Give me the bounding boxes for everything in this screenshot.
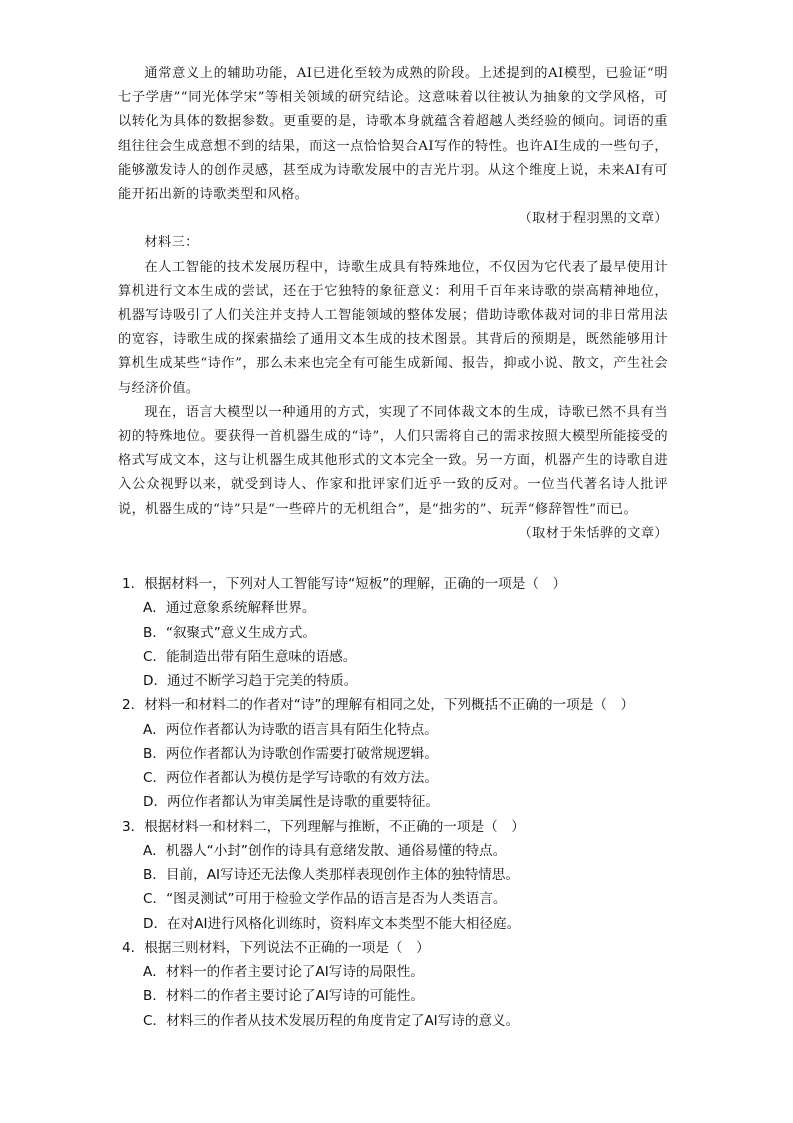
option-a: A．两位作者都认为诗歌的语言具有陌生化特点。 bbox=[143, 721, 438, 738]
option-b: B．“叙聚式”意义生成方式。 bbox=[143, 624, 316, 641]
question-2 bbox=[122, 693, 677, 814]
option-a: A．材料一的作者主要讨论了AI写诗的局限性。 bbox=[143, 964, 424, 980]
question-1 bbox=[122, 572, 677, 693]
option-c: C．两位作者都认为模仿是学写诗歌的有效方法。 bbox=[143, 770, 438, 786]
material2-source: （取材于程羽黑的文章） bbox=[518, 211, 668, 227]
question-stem: 2．材料一和材料二的作者对“诗”的理解有相同之处，下列概括不正确的一项是（ ） bbox=[122, 697, 635, 714]
option-b: B．两位作者都认为诗歌创作需要打破常规逻辑。 bbox=[143, 745, 438, 762]
option-d: D．在对AI进行风格化训练时，资料库文本类型不能大相径庭。 bbox=[143, 915, 521, 932]
question-stem: 4．根据三则材料，下列说法不正确的一项是（ ） bbox=[122, 939, 430, 956]
option-a: A．通过意象系统解释世界。 bbox=[143, 600, 316, 617]
option-d: D．两位作者都认为审美属性是诗歌的重要特征。 bbox=[143, 794, 439, 811]
material3-paragraph-1: 在人工智能的技术发展历程中，诗歌生成具有特殊地位，不仅因为它代表了最早使用计算机进行文本生成的尝试，还在于它独特的象征意义：利用千百年来诗歌的崇高精神地位，机器写诗吸引了人们关注并支持人工智能领域的整体发展；借助诗歌体裁对词的非日常用法的宽容，诗歌生成的探索描绘了通用文本生成的技术图景。其背后的预期是，既然能够用计算机生成某些“诗作”，那么未来也完全有可能生成新闻、报告，抑或小说、散文，产生社会与经济价值。 bbox=[118, 259, 668, 396]
question-list bbox=[122, 572, 677, 1033]
material3-paragraph-2: 现在，语言大模型以一种通用的方式，实现了不同体裁文本的生成，诗歌已然不具有当初的特殊地位。要获得一首机器生成的“诗”，人们只需将自己的需求按照大模型所能接受的格式写成文本，这与让机器生成其他形式的文本完全一致。另一方面，机器产生的诗歌自进入公众视野以来，就受到诗人、作家和批评家们近乎一致的反对。一位当代著名诗人批评说，机器生成的“诗”只是“一些碎片的无机组合”，是“拙劣的”、玩弄“修辞智性”而已。 bbox=[118, 404, 668, 517]
question-4 bbox=[122, 936, 677, 1033]
option-c: C．“图灵测试”可用于检验文学作品的语言是否为人类语言。 bbox=[143, 891, 507, 908]
option-c: C．材料三的作者从技术发展历程的角度肯定了AI写诗的意义。 bbox=[143, 1012, 520, 1029]
option-b: B．目前，AI写诗还无法像人类那样表现创作主体的独特情思。 bbox=[143, 867, 520, 883]
question-3 bbox=[122, 815, 677, 936]
material2-continuation-paragraph: 通常意义上的辅助功能，AI已进化至较为成熟的阶段。上述提到的AI模型，已验证“明七子学唐”“同光体学宋”等相关领域的研究结论。这意味着以往被认为抽象的文学风格，可以转化为具体的数据参数。更重要的是，诗歌本身就蕴含着超越人类经验的倾向。词语的重组往往会生成意想不到的结果，而这一点恰恰契合AI写作的特性。也许AI生成的一些句子，能够激发诗人的创作灵感，甚至成为诗歌发展中的吉光片羽。从这个维度上说，未来AI有可能开拓出新的诗歌类型和风格。 bbox=[118, 66, 668, 203]
reading-passage bbox=[118, 62, 668, 546]
material3-source: （取材于朱恬骅的文章） bbox=[518, 525, 668, 541]
question-stem: 3．根据材料一和材料二，下列理解与推断，不正确的一项是（ ） bbox=[122, 818, 525, 835]
option-b: B．材料二的作者主要讨论了AI写诗的可能性。 bbox=[143, 988, 424, 1005]
material3-heading: 材料三： bbox=[144, 235, 199, 251]
option-c: C．能制造出带有陌生意味的语感。 bbox=[143, 648, 357, 665]
option-d: D．通过不断学习趋于完美的特质。 bbox=[143, 673, 358, 689]
option-a: A．机器人“小封”创作的诗具有意绪发散、通俗易懂的特点。 bbox=[143, 842, 507, 859]
question-stem: 1．根据材料一，下列对人工智能写诗“短板”的理解，正确的一项是（ ） bbox=[122, 576, 567, 592]
